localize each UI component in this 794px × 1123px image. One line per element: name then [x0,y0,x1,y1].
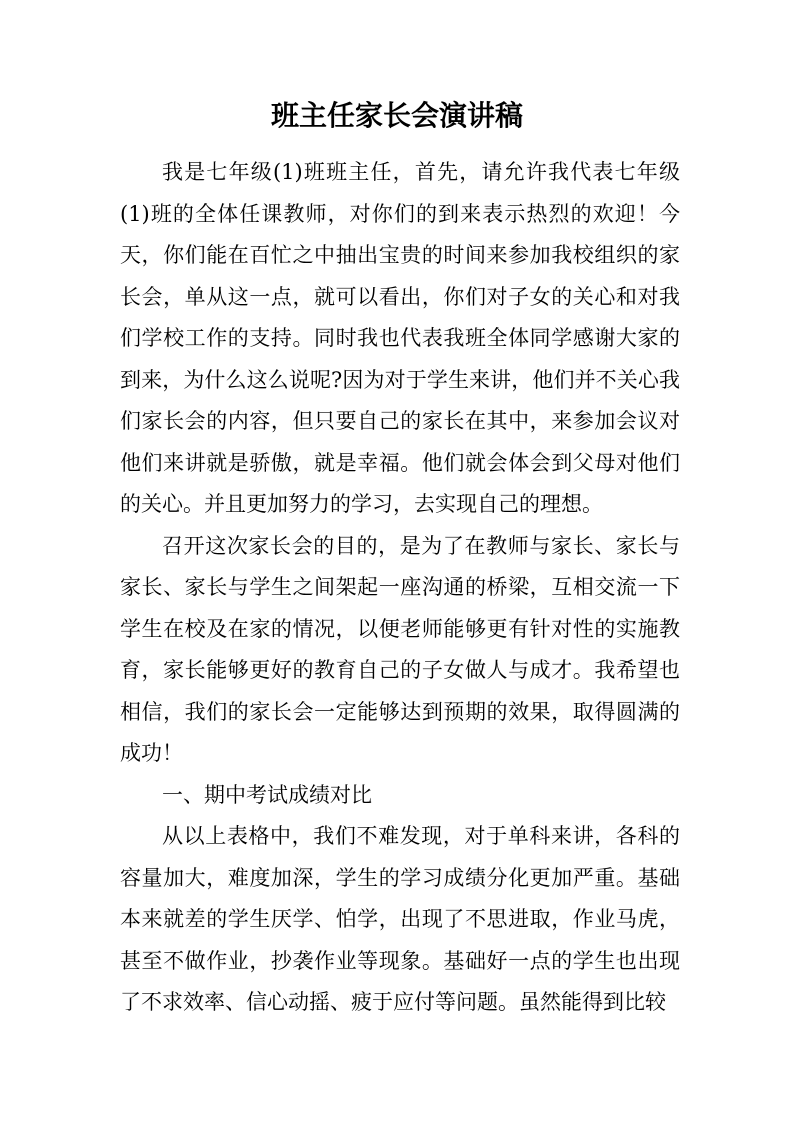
document-title: 班主任家长会演讲稿 [270,99,523,132]
paragraph-welcome: 我是七年级(1)班班主任，首先，请允许我代表七年级(1)班的全体任课教师，对你们的到来表示热烈的欢迎！今天，你们能在百忙之中抽出宝贵的时间来参加我校组织的家长会，单从这一点，就可以看出，你们对子女的关心和对我们学校工作的支持。同时我也代表我班全体同学感谢大家的到来，为什么这么说呢?因为对于学生来讲，他们并不关心我们家长会的内容，但只要自己的家长在其中，来参加会议对他们来讲就是骄傲，就是幸福。他们就会体会到父母对他们的关心。并且更加努力的学习，去实现自己的理想。 [120,160,680,516]
paragraph-purpose: 召开这次家长会的目的，是为了在教师与家长、家长与家长、家长与学生之间架起一座沟通的桥梁，互相交流一下学生在校及在家的情况，以便老师能够更有针对性的实施教育，家长能够更好的教育自己的子女做人与成才。我希望也相信，我们的家长会一定能够达到预期的效果，取得圆满的成功！ [120,533,680,765]
section-heading-exam-comparison: 一、期中考试成绩对比 [162,782,372,807]
document-body [120,152,680,1024]
paragraph-exam-analysis: 从以上表格中，我们不难发现，对于单科来讲，各科的容量加大，难度加深，学生的学习成绩分化更加严重。基础本来就差的学生厌学、怕学，出现了不思进取，作业马虎，甚至不做作业，抄袭作业等现象。基础好一点的学生也出现了不求效率、信心动摇、疲于应付等问题。虽然能得到比较 [120,824,680,1014]
